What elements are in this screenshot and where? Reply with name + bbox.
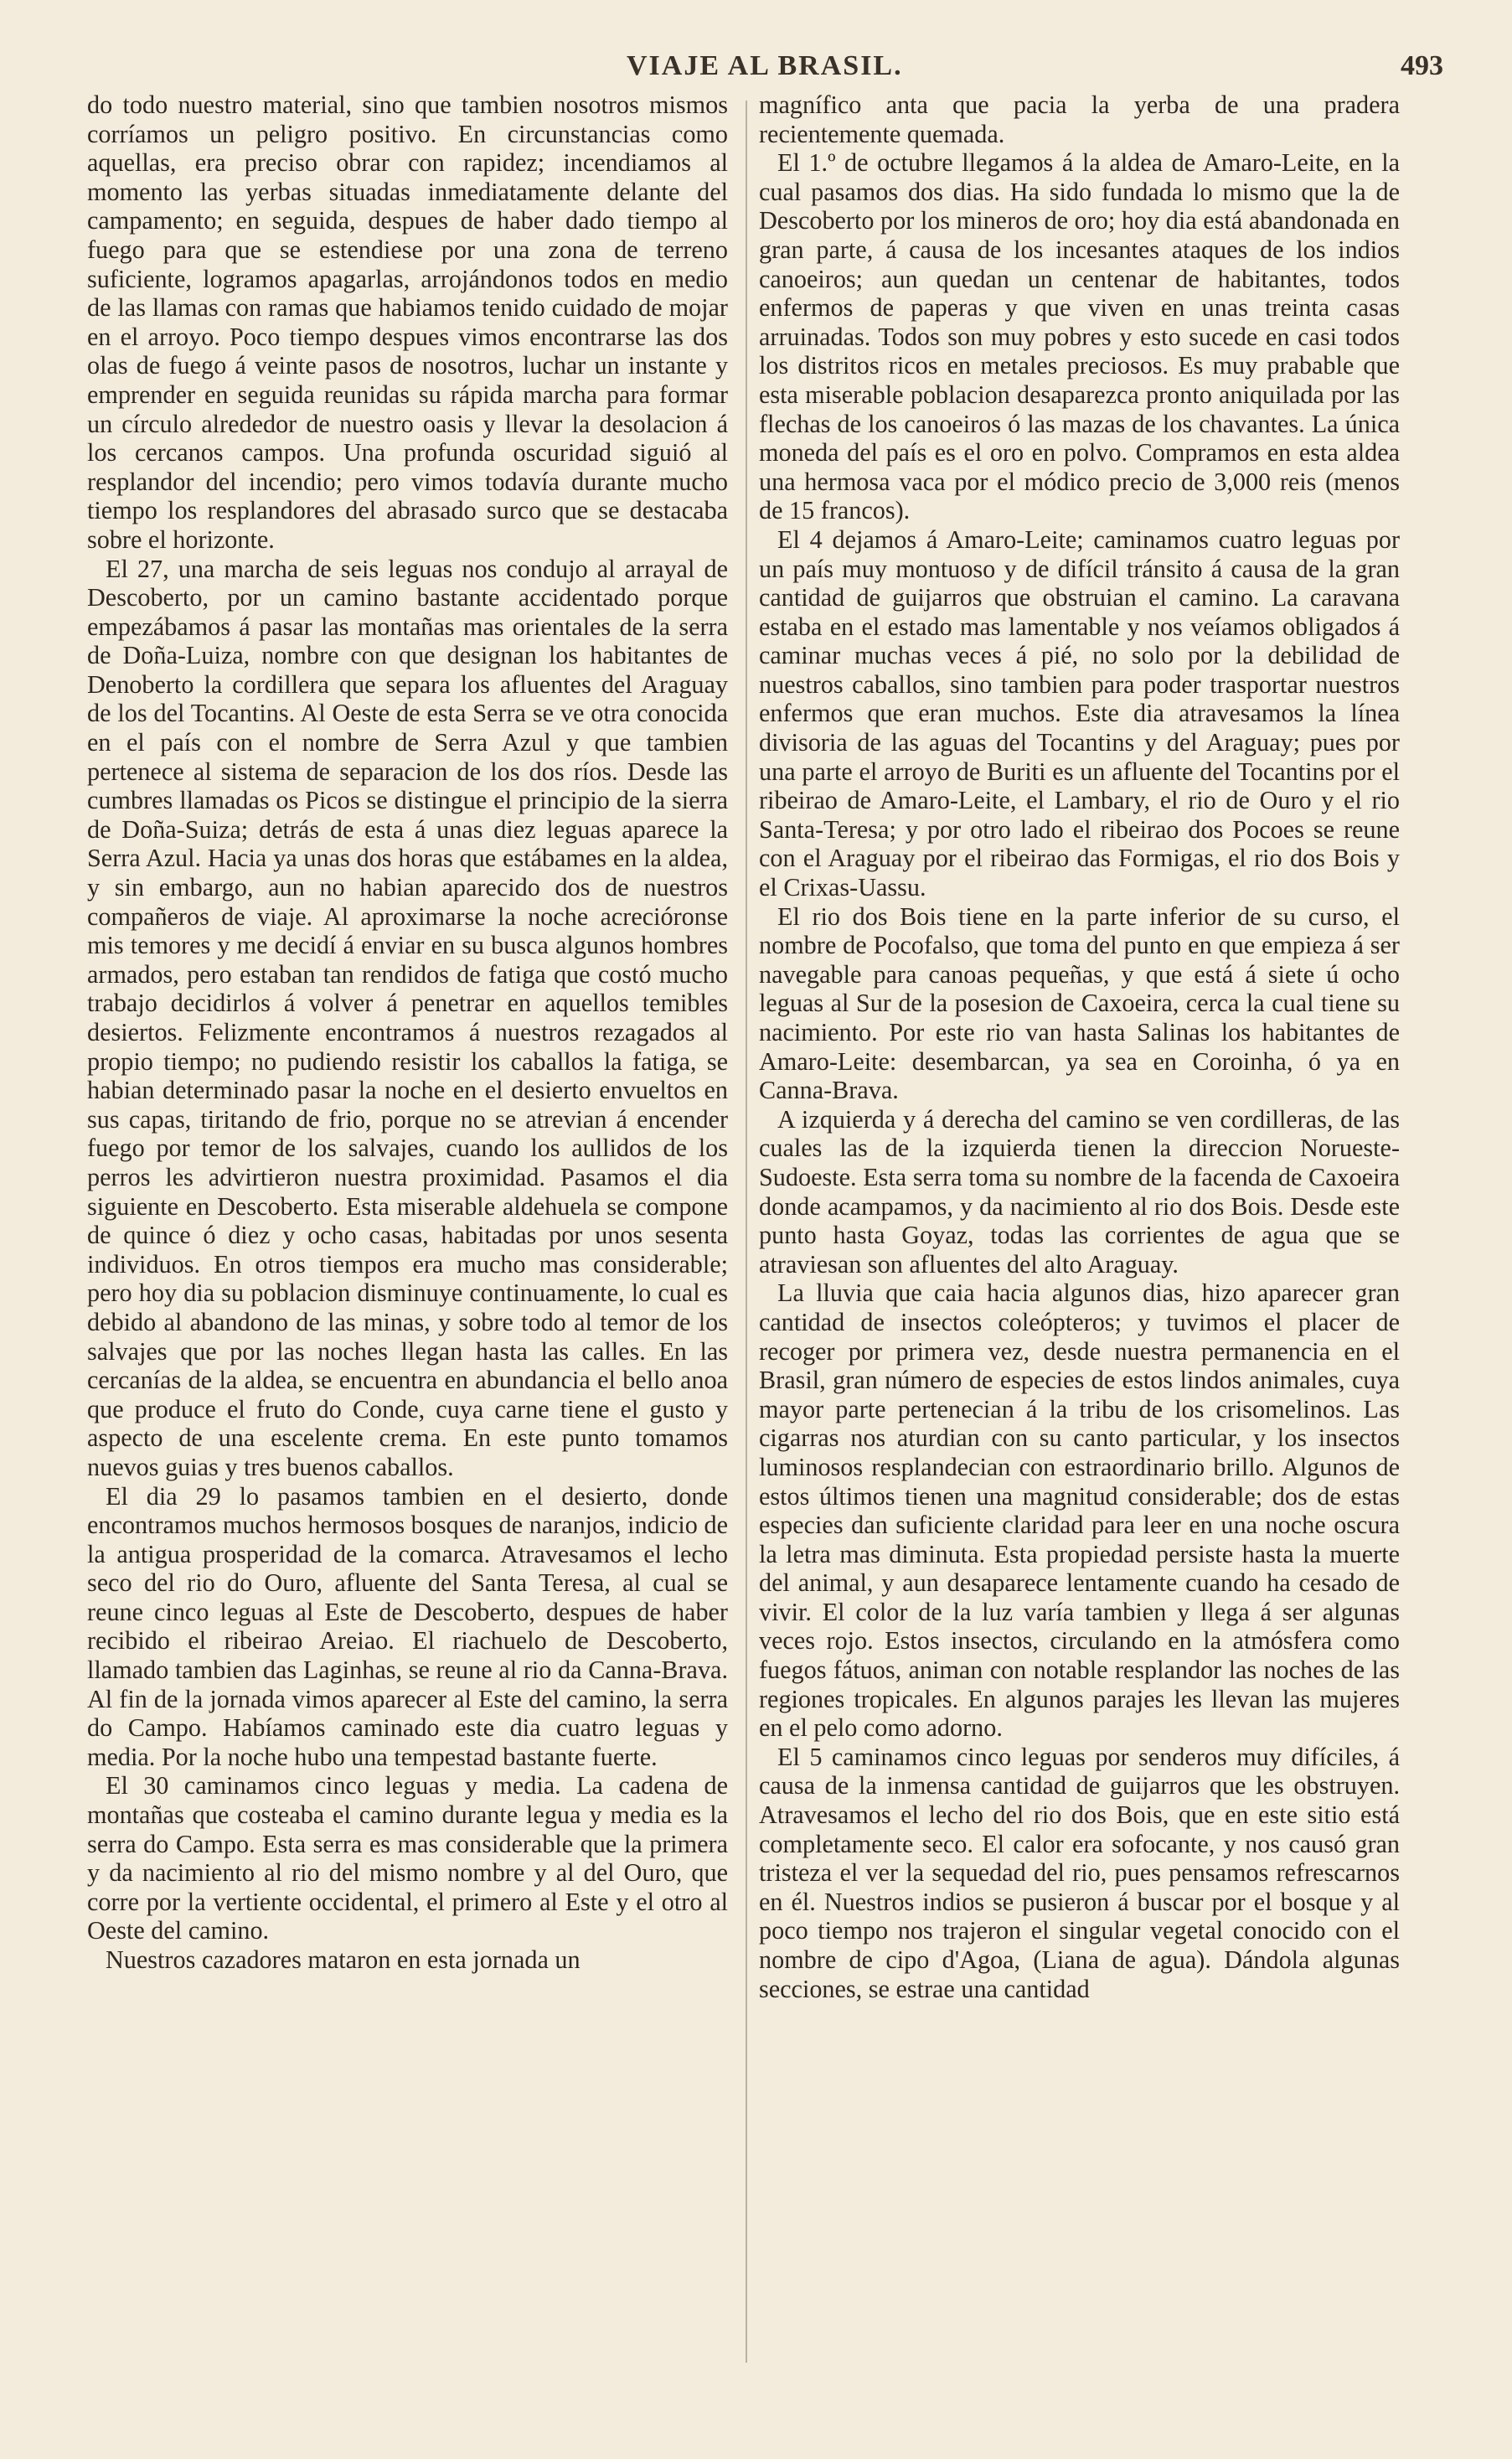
left-paragraph: El 30 caminamos cinco leguas y media. La cadena de montañas que costeaba el camino durante legua y media es la serra do Campo. Esta serra es mas considerable que la primera y da nacimiento al rio del mismo nombre y al del Ouro, que corre por la vertiente occidental, el primero al Este y el otro al Oeste del camino.: [87, 1771, 728, 1945]
right-paragraph: El 1.º de octubre llegamos á la aldea de Amaro-Leite, en la cual pasamos dos dias. Ha sido fundada lo mismo que la de Descoberto por los mineros de oro; hoy dia está abandonada en gran parte, á causa de los incesantes ataques de los indios canoeiros; aun quedan un centenar de habitantes, todos enfermos de paperas y que viven en unas treinta casas arruinadas. Todos son muy pobres y esto sucede en casi todos los distritos ricos en metales preciosos. Es muy prabable que esta miserable poblacion desaparezca pronto aniquilada por las flechas de los canoeiros ó las mazas de los chavantes. La única moneda del país es el oro en polvo. Compramos en esta aldea una hermosa vaca por el módico precio de 3,000 reis (menos de 15 francos).: [759, 148, 1400, 525]
running-head: [0, 50, 1512, 92]
right-paragraph: magnífico anta que pacia la yerba de una pradera recientemente quemada.: [759, 90, 1400, 148]
right-paragraph: El 4 dejamos á Amaro-Leite; caminamos cuatro leguas por un país muy montuoso y de difícil tránsito á causa de la gran cantidad de guijarros que obstruian el camino. La caravana estaba en el estado mas lamentable y nos veíamos obligados á caminar muchas veces á pié, no solo por la debilidad de nuestros caballos, sino tambien para poder trasportar nuestros enfermos que eran muchos. Este dia atravesamos la línea divisoria de las aguas del Tocantins y del Araguay; pues por una parte el arroyo de Buriti es un afluente del Tocantins por el ribeirao de Amaro-Leite, el Lambary, el rio de Ouro y el rio Santa-Teresa; y por otro lado el ribeirao dos Pocoes se reune con el Araguay por el ribeirao das Formigas, el rio dos Bois y el Crixas-Uassu.: [759, 524, 1400, 902]
right-paragraph: El rio dos Bois tiene en la parte inferior de su curso, el nombre de Pocofalso, que toma del punto en que empieza á ser navegable para canoas pequeñas, y que está á siete ú ocho leguas al Sur de la posesion de Caxoeira, cerca la cual tiene su nacimiento. Por este rio van hasta Salinas los habitantes de Amaro-Leite: desembarcan, ya sea en Coroinha, ó ya en Canna-Brava.: [759, 901, 1400, 1105]
right-column: [759, 90, 1400, 2420]
running-title: VIAJE AL BRASIL.: [627, 50, 903, 81]
left-paragraph: El 27, una marcha de seis leguas nos condujo al arrayal de Descoberto, por un camino bastante accidentado porque empezábamos á pasar las montañas mas orientales de la serra de Doña-Luiza, nombre con que designan los habitantes de Denoberto la cordillera que separa los afluentes del Araguay de los del Tocantins. Al Oeste de esta Serra se ve otra conocida en el país con el nombre de Serra Azul y que tambien pertenece al sistema de separacion de los dos ríos. Desde las cumbres llamadas os Picos se distingue el principio de la sierra de Doña-Suiza; detrás de esta á unas diez leguas aparece la Serra Azul. Hacia ya unas dos horas que estábames en la aldea, y sin embargo, aun no habian aparecido dos de nuestros compañeros de viaje. Al aproximarse la noche acrecióronse mis temores y me decidí á enviar en su busca algunos hombres armados, pero estaban tan rendidos de fatiga que costó mucho trabajo decidirlos á volver á penetrar en aquellos temibles desiertos. Felizmente encontramos á nuestros rezagados al propio tiempo; no pudiendo resistir los caballos la fatiga, se habian determinado pasar la noche en el desierto envueltos en sus capas, tiritando de frio, porque no se atrevian á encender fuego por temor de los salvajes, cuando los aullidos de los perros les advirtieron nuestra proximidad. Pasamos el dia siguiente en Descoberto. Esta miserable aldehuela se compone de quince ó diez y ocho casas, habitadas por unos sesenta individuos. En otros tiempos era mucho mas considerable; pero hoy dia su poblacion disminuye continuamente, lo cual es debido al abandono de las minas, y sobre todo al temor de los salvajes que por las noches llegan hasta las calles. En las cercanías de la aldea, se encuentra en abundancia el bello anoa que produce el fruto do Conde, cuya carne tiene el gusto y aspecto de una escelente crema. En este punto tomamos nuevos guias y tres buenos caballos.: [87, 554, 728, 1481]
left-paragraph: El dia 29 lo pasamos tambien en el desierto, donde encontramos muchos hermosos bosques de naranjos, indicio de la antigua prosperidad de la comarca. Atravesamos el lecho seco del rio do Ouro, afluente del Santa Teresa, al cual se reune cinco leguas al Este de Descoberto, despues de haber recibido el ribeirao Areiao. El riachuelo de Descoberto, llamado tambien das Laginhas, se reune al rio da Canna-Brava. Al fin de la jornada vimos aparecer al Este del camino, la serra do Campo. Habíamos caminado este dia cuatro leguas y media. Por la noche hubo una tempestad bastante fuerte.: [87, 1481, 728, 1771]
right-paragraph: A izquierda y á derecha del camino se ven cordilleras, de las cuales las de la izquierda tienen la direccion Norueste-Sudoeste. Esta serra toma su nombre de la facenda de Caxoeira donde acampamos, y da nacimiento al rio dos Bois. Desde este punto hasta Goyaz, todas las corrientes de agua que se atraviesan son afluentes del alto Araguay.: [759, 1104, 1400, 1279]
left-column: [87, 90, 728, 2420]
right-paragraph: El 5 caminamos cinco leguas por senderos muy difíciles, á causa de la inmensa cantidad de guijarros que les obstruyen. Atravesamos el lecho del rio dos Bois, que en este sitio está completamente seco. El calor era sofocante, y nos causó gran tristeza el ver la sequedad del rio, pues pensamos refrescarnos en él. Nuestros indios se pusieron á buscar por el bosque y al poco tiempo nos trajeron el singular vegetal conocido con el nombre de cipo d'Agoa, (Liana de agua). Dándola algunas secciones, se estrae una cantidad: [759, 1742, 1400, 2003]
left-paragraph: Nuestros cazadores mataron en esta jornada un: [106, 1945, 581, 1974]
column-divider: [746, 101, 747, 2363]
page-number: 493: [1401, 50, 1443, 81]
left-paragraph: do todo nuestro material, sino que tambien nosotros mismos corríamos un peligro positivo. En circunstancias como aquellas, era preciso obrar con rapidez; incendiamos al momento las yerbas situadas inmediatamente delante del campamento; en seguida, despues de haber dado tiempo al fuego para que se estendiese por una zona de terreno suficiente, logramos apagarlas, arrojándonos todos en medio de las llamas con ramas que habiamos tenido cuidado de mojar en el arroyo. Poco tiempo despues vimos encontrarse las dos olas de fuego á veinte pasos de nosotros, luchar un instante y emprender en seguida reunidas su rápida marcha para formar un círculo alrededor de nuestro oasis y llevar la desolacion á los cercanos campos. Una profunda oscuridad siguió al resplandor del incendio; pero vimos todavía durante mucho tiempo los resplandores del abrasado surco que se destacaba sobre el horizonte.: [87, 90, 728, 554]
right-paragraph: La lluvia que caia hacia algunos dias, hizo aparecer gran cantidad de insectos coleópteros; y tuvimos el placer de recoger por primera vez, desde nuestra permanencia en el Brasil, gran número de especies de estos lindos animales, cuya mayor parte pertenecian á la tribu de los crisomelinos. Las cigarras nos aturdian con su canto particular, y los insectos luminosos resplandecian con estraordinario brillo. Algunos de estos últimos tienen una magnitud considerable; dos de estas especies dan suficiente claridad para leer en una noche oscura la letra mas diminuta. Esta propiedad persiste hasta la muerte del animal, y aun desaparece lentamente cuando ha cesado de vivir. El color de la luz varía tambien y llega á ser algunas veces rojo. Estos insectos, circulando en la atmósfera como fuegos fátuos, animan con notable resplandor las noches de las regiones tropicales. En algunos parajes les llevan las mujeres en el pelo como adorno.: [759, 1279, 1400, 1743]
